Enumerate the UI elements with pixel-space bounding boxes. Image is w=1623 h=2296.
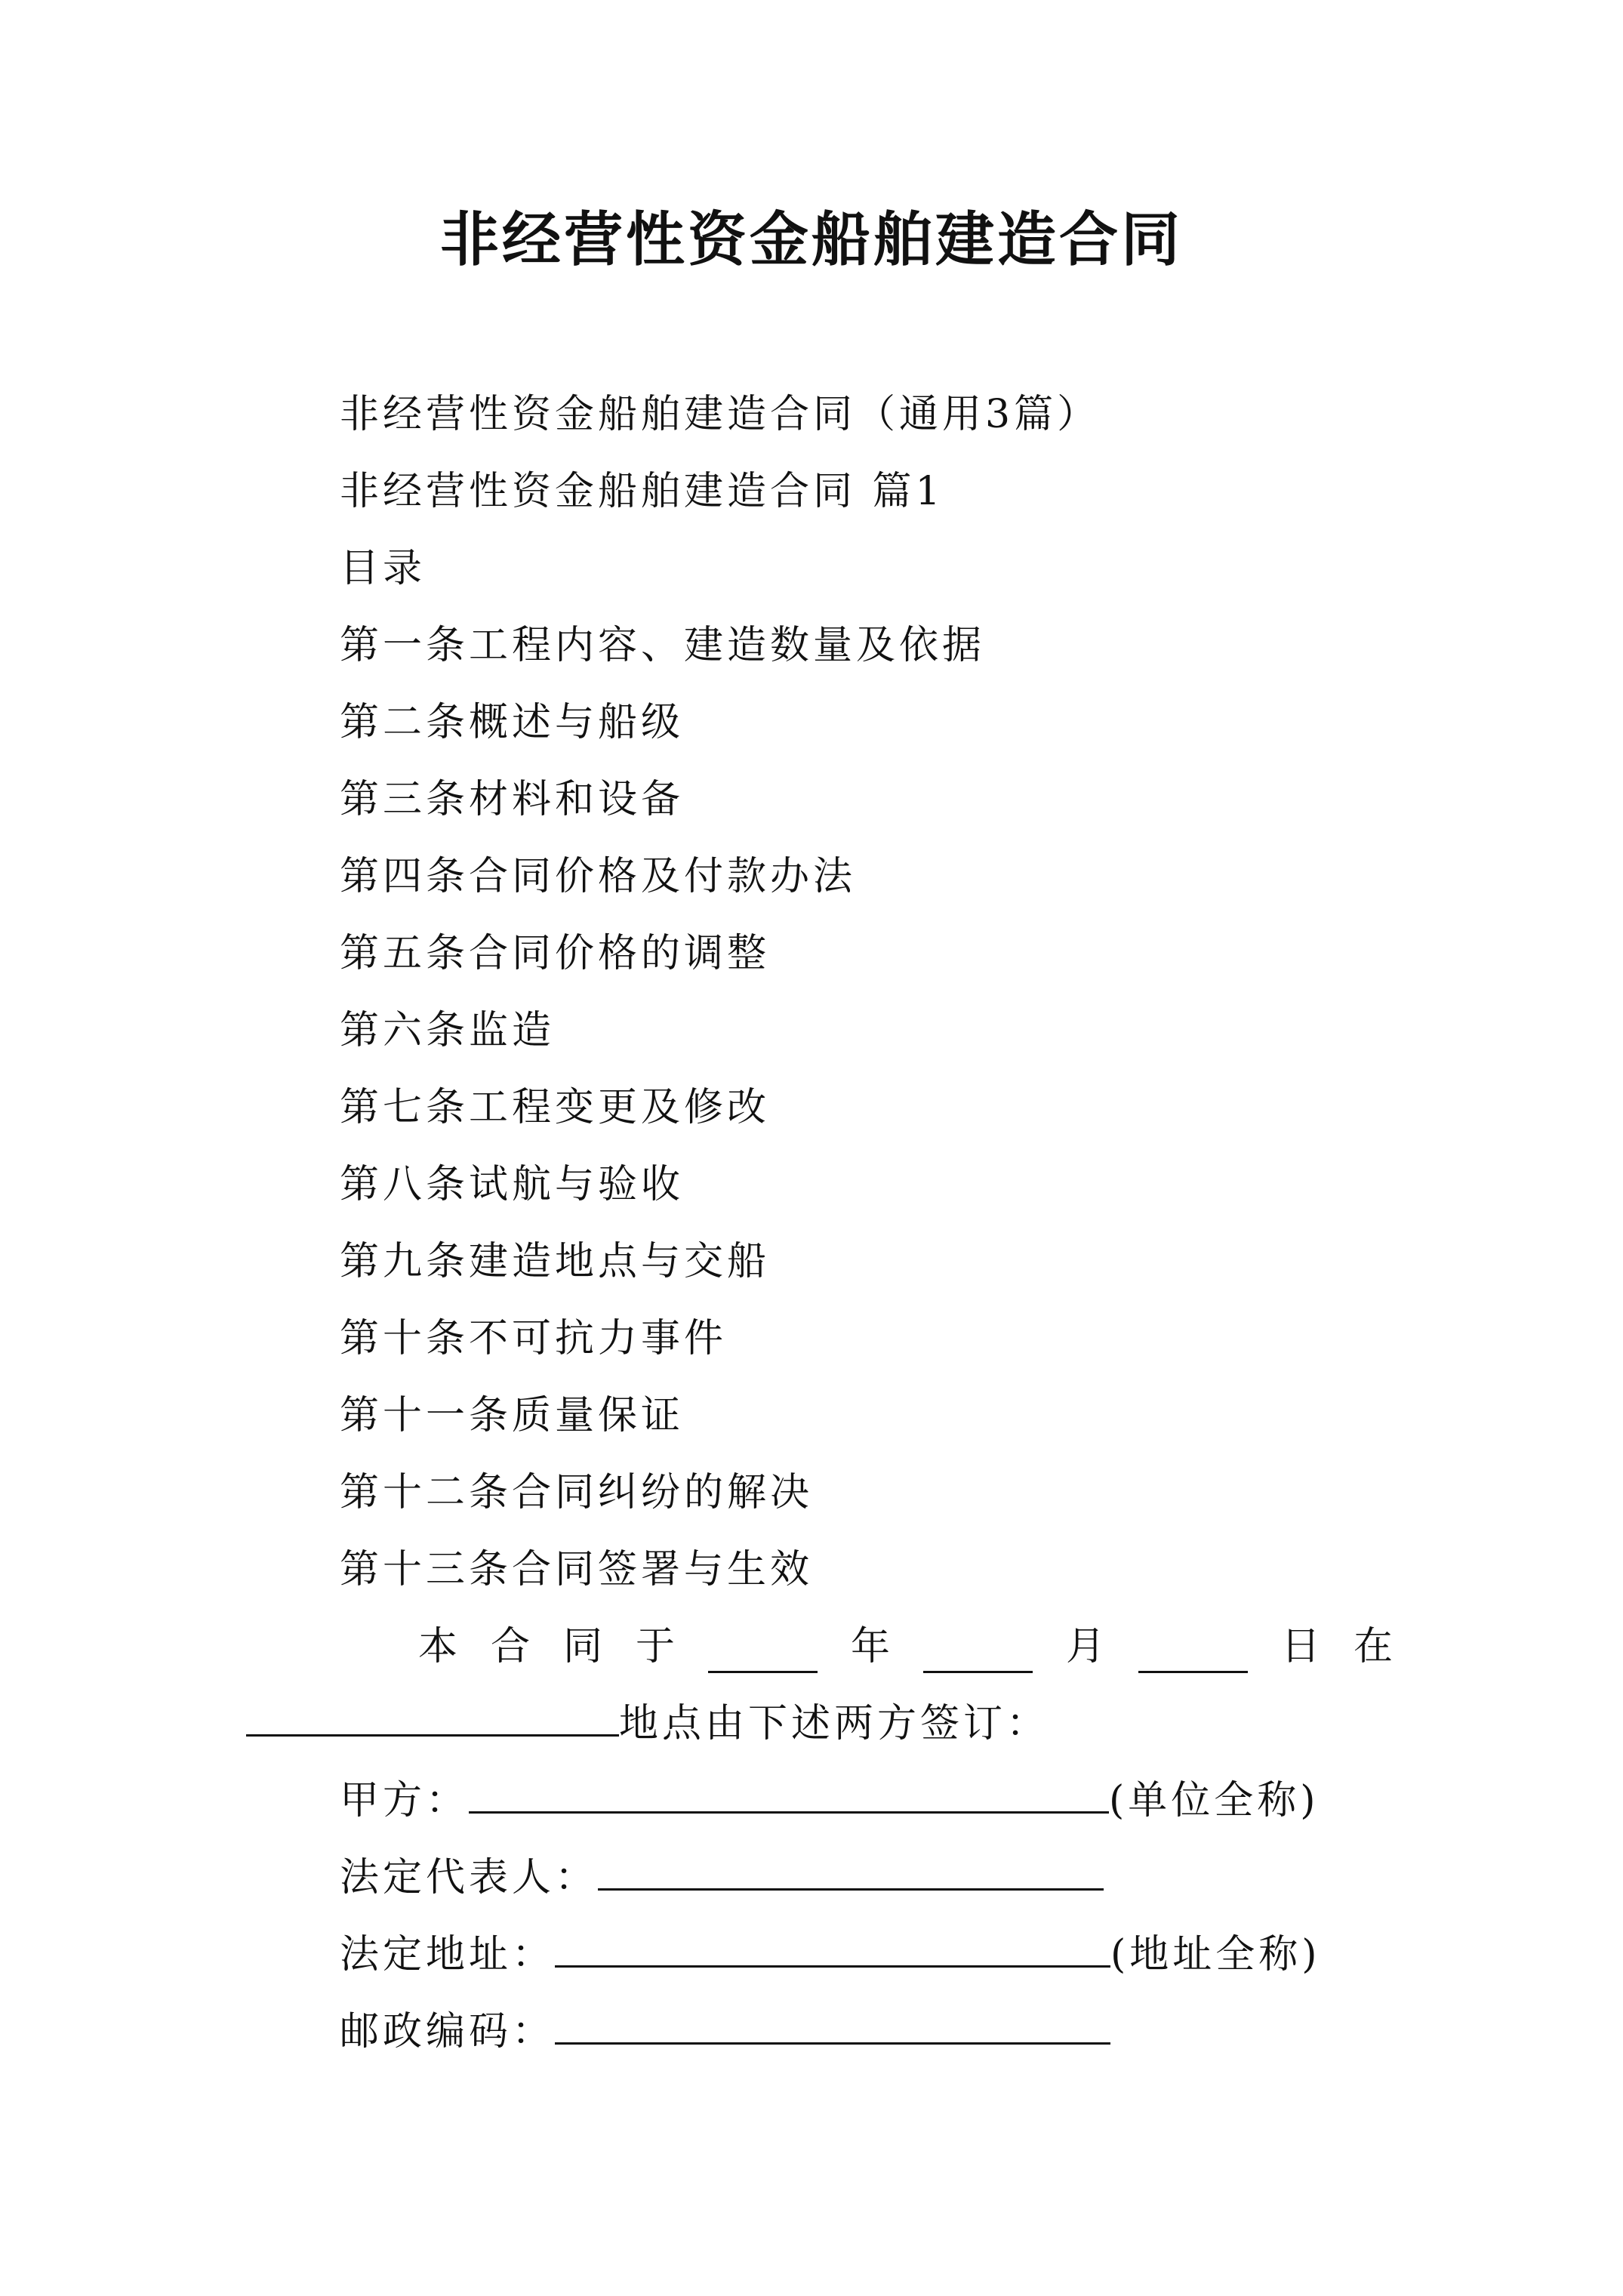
section-heading: 非经营性资金船舶建造合同 篇1 (340, 469, 944, 514)
place-blank[interactable] (246, 1698, 619, 1737)
year-blank[interactable] (708, 1635, 818, 1673)
toc-item: 第四条合同价格及付款办法 (340, 854, 857, 899)
toc-item: 第十三条合同签署与生效 (340, 1547, 814, 1592)
date-line-char: 同 (562, 1624, 602, 1669)
legal-address-blank[interactable] (555, 1929, 1110, 1968)
party-a-blank[interactable] (469, 1775, 1109, 1814)
legal-rep-row (340, 1851, 1104, 1904)
toc-item: 第五条合同价格的调整 (340, 931, 771, 976)
signing-place-line (246, 1697, 1049, 1750)
toc-item: 第十二条合同纠纷的解决 (340, 1470, 814, 1515)
date-line-char: 合 (490, 1624, 530, 1669)
document-title: 非经营性资金船舶建造合同 (439, 205, 1183, 274)
toc-item: 第一条工程内容、建造数量及依据 (340, 623, 986, 668)
postal-code-label: 邮政编码： (340, 2009, 556, 2054)
toc-item: 第十条不可抗力事件 (340, 1316, 728, 1361)
toc-item: 第二条概述与船级 (340, 700, 685, 745)
legal-rep-blank[interactable] (598, 1852, 1104, 1891)
legal-address-row (340, 1928, 1321, 1981)
party-a-suffix: (单位全称) (1109, 1778, 1320, 1823)
legal-address-label: 法定地址： (340, 1932, 556, 1977)
postal-code-blank[interactable] (555, 2006, 1110, 2045)
toc-item: 第三条材料和设备 (340, 777, 685, 822)
toc-item: 第十一条质量保证 (340, 1393, 685, 1438)
date-line-char: 于 (635, 1624, 675, 1669)
toc-item: 第九条建造地点与交船 (340, 1239, 771, 1284)
month-blank[interactable] (923, 1635, 1033, 1673)
date-line-char: 本 (417, 1624, 457, 1669)
toc-heading: 目录 (340, 546, 427, 591)
day-label: 日 (1280, 1624, 1320, 1669)
toc-item: 第七条工程变更及修改 (340, 1085, 771, 1130)
party-a-row (340, 1774, 1320, 1827)
document-subtitle: 非经营性资金船舶建造合同（通用3篇） (340, 392, 1101, 437)
day-blank[interactable] (1138, 1635, 1248, 1673)
month-label: 月 (1065, 1624, 1105, 1669)
year-label: 年 (850, 1624, 890, 1669)
toc-item: 第六条监造 (340, 1008, 556, 1053)
toc-item: 第八条试航与验收 (340, 1162, 685, 1207)
signing-date-line (340, 1620, 1393, 1673)
party-a-label: 甲方： (340, 1778, 470, 1823)
postal-code-row (340, 2005, 1110, 2058)
place-line-text: 地点由下述两方签订： (619, 1701, 1050, 1746)
legal-rep-label: 法定代表人： (340, 1855, 599, 1900)
at-label: 在 (1353, 1624, 1393, 1669)
legal-address-suffix: (地址全称) (1110, 1932, 1321, 1977)
